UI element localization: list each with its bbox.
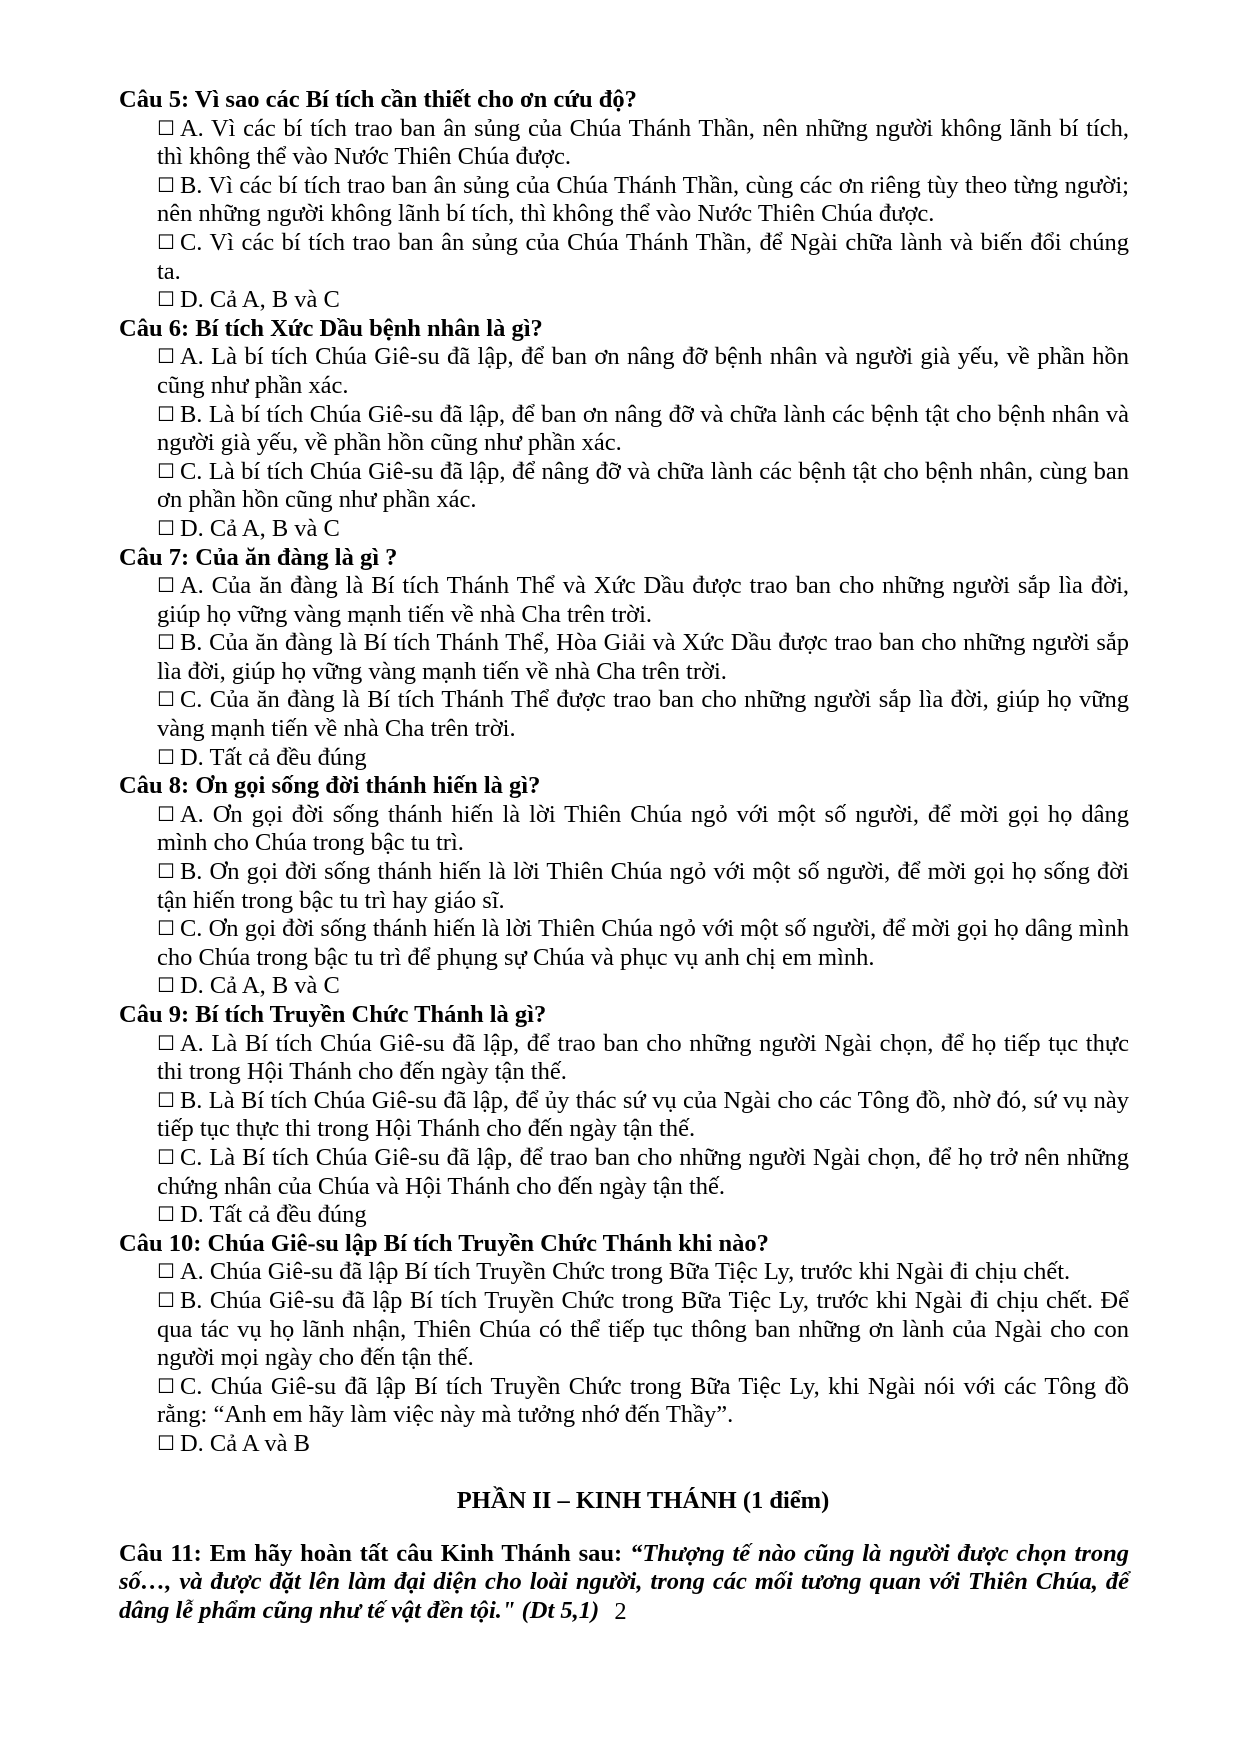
checkbox-icon[interactable]: ☐ bbox=[157, 172, 175, 197]
checkbox-icon[interactable]: ☐ bbox=[157, 1202, 175, 1227]
checkbox-icon[interactable]: ☐ bbox=[157, 515, 175, 540]
question-10 bbox=[119, 1230, 1129, 1459]
question-5 bbox=[119, 86, 1129, 315]
answer-text: A. Là Bí tích Chúa Giê-su đã lập, để trao ban cho những người Ngài chọn, để họ tiếp tục thực thi trong Hội Thánh cho đến ngày tận thế. bbox=[157, 1029, 1129, 1086]
answer-text: B. Của ăn đàng là Bí tích Thánh Thể, Hòa Giải và Xức Dầu được trao ban cho những người sắp lìa đời, giúp họ vững vàng mạnh tiến về nhà Cha trên trời. bbox=[157, 629, 1129, 685]
scripture-quote: “Thượng tế nào cũng là người được chọn trong số…, và được đặt lên làm đại diện cho loài người, trong các mối tương quan với Thiên Chúa, để dâng lễ phẩm cũng như tế vật đền tội." (Dt 5,1) bbox=[119, 1539, 1129, 1624]
answer-option[interactable] bbox=[157, 858, 1129, 915]
answer-option[interactable] bbox=[157, 343, 1129, 400]
answer-option[interactable] bbox=[157, 972, 1129, 1001]
question-title: Câu 10: Chúa Giê-su lập Bí tích Truyền Chức Thánh khi nào? bbox=[119, 1229, 769, 1257]
checkbox-icon[interactable]: ☐ bbox=[157, 287, 175, 312]
answer-option[interactable] bbox=[157, 229, 1129, 286]
question-9 bbox=[119, 1001, 1129, 1230]
answer-option[interactable] bbox=[157, 172, 1129, 229]
answer-text: B. Là bí tích Chúa Giê-su đã lập, để ban ơn nâng đỡ và chữa lành các bệnh tật cho bệnh nhân và người già yếu, về phần hồn cũng như phần xác. bbox=[157, 400, 1129, 457]
question-title: Câu 8: Ơn gọi sống đời thánh hiến là gì? bbox=[119, 772, 541, 800]
answer-text: B. Là Bí tích Chúa Giê-su đã lập, để ủy thác sứ vụ của Ngài cho các Tông đồ, nhờ đó, sứ vụ này tiếp tục thực thi trong Hội Thánh cho đến ngày tận thế. bbox=[157, 1086, 1129, 1143]
answer-option[interactable] bbox=[157, 1373, 1129, 1430]
checkbox-icon[interactable]: ☐ bbox=[157, 1373, 175, 1398]
answer-option[interactable] bbox=[157, 1201, 1129, 1230]
page-number: 2 bbox=[614, 1598, 627, 1625]
answer-text: D. Cả A, B và C bbox=[179, 286, 340, 314]
page-content bbox=[119, 86, 1129, 1650]
answer-text: A. Của ăn đàng là Bí tích Thánh Thể và Xức Dầu được trao ban cho những người sắp lìa đời, giúp họ vững vàng mạnh tiến về nhà Cha trên trời. bbox=[157, 572, 1129, 628]
checkbox-icon[interactable]: ☐ bbox=[157, 229, 175, 254]
checkbox-icon[interactable]: ☐ bbox=[157, 573, 175, 598]
checkbox-icon[interactable]: ☐ bbox=[157, 1287, 175, 1312]
question-title: Câu 9: Bí tích Truyền Chức Thánh là gì? bbox=[119, 1001, 547, 1028]
answer-option[interactable] bbox=[157, 286, 1129, 315]
checkbox-icon[interactable]: ☐ bbox=[157, 1087, 175, 1112]
checkbox-icon[interactable]: ☐ bbox=[157, 687, 175, 712]
answer-option[interactable] bbox=[157, 1087, 1129, 1144]
answer-option[interactable] bbox=[157, 1030, 1129, 1087]
answer-option[interactable] bbox=[157, 1144, 1129, 1201]
answer-text: C. Của ăn đàng là Bí tích Thánh Thể được trao ban cho những người sắp lìa đời, giúp họ vững vàng mạnh tiến về nhà Cha trên trời. bbox=[157, 686, 1129, 743]
checkbox-icon[interactable]: ☐ bbox=[157, 115, 175, 140]
answer-text: D. Cả A và B bbox=[179, 1429, 310, 1457]
answer-option[interactable] bbox=[157, 801, 1129, 858]
checkbox-icon[interactable]: ☐ bbox=[157, 744, 175, 769]
question-7 bbox=[119, 544, 1129, 773]
answer-text: A. Là bí tích Chúa Giê-su đã lập, để ban ơn nâng đỡ bệnh nhân và người già yếu, về phần hồn cũng như phần xác. bbox=[157, 343, 1129, 399]
answer-text: A. Chúa Giê-su đã lập Bí tích Truyền Chức trong Bữa Tiệc Ly, trước khi Ngài đi chịu chết. bbox=[179, 1258, 1071, 1286]
checkbox-icon[interactable]: ☐ bbox=[157, 344, 175, 369]
answer-text: C. Chúa Giê-su đã lập Bí tích Truyền Chức trong Bữa Tiệc Ly, khi Ngài nói với các Tông đồ rằng: “Anh em hãy làm việc này mà tưởng nhớ đến Thầy”. bbox=[157, 1372, 1129, 1429]
answer-text: C. Là Bí tích Chúa Giê-su đã lập, để trao ban cho những người Ngài chọn, để họ trở nên những chứng nhân của Chúa và Hội Thánh cho đến ngày tận thế. bbox=[157, 1143, 1129, 1200]
checkbox-icon[interactable]: ☐ bbox=[157, 801, 175, 826]
answer-text: A. Vì các bí tích trao ban ân sủng của Chúa Thánh Thần, nên những người không lãnh bí tích, thì không thể vào Nước Thiên Chúa được. bbox=[157, 114, 1129, 171]
answer-option[interactable] bbox=[157, 1430, 1129, 1459]
answer-option[interactable] bbox=[157, 458, 1129, 515]
answer-text: C. Ơn gọi đời sống thánh hiến là lời Thiên Chúa ngỏ với một số người, để mời gọi họ dâng mình cho Chúa trong bậc tu trì để phụng sự Chúa và phục vụ anh chị em mình. bbox=[157, 915, 1129, 971]
answer-text: A. Ơn gọi đời sống thánh hiến là lời Thiên Chúa ngỏ với một số người, để mời gọi họ dâng mình cho Chúa trong bậc tu trì. bbox=[157, 800, 1129, 857]
checkbox-icon[interactable]: ☐ bbox=[157, 630, 175, 655]
question-6 bbox=[119, 315, 1129, 544]
checkbox-icon[interactable]: ☐ bbox=[157, 1144, 175, 1169]
answer-text: B. Chúa Giê-su đã lập Bí tích Truyền Chức trong Bữa Tiệc Ly, trước khi Ngài đi chịu chết. Để qua tác vụ họ lãnh nhận, Thiên Chúa có thể tiếp tục thông ban những ơn lành của Ngài cho con người mọi ngày cho đến tận thế. bbox=[157, 1286, 1129, 1372]
answer-option[interactable] bbox=[157, 629, 1129, 686]
answer-option[interactable] bbox=[157, 515, 1129, 544]
question-8 bbox=[119, 772, 1129, 1001]
checkbox-icon[interactable]: ☐ bbox=[157, 1030, 175, 1055]
checkbox-icon[interactable]: ☐ bbox=[157, 458, 175, 483]
answer-option[interactable] bbox=[157, 686, 1129, 743]
checkbox-icon[interactable]: ☐ bbox=[157, 401, 175, 426]
answer-text: D. Cả A, B và C bbox=[179, 514, 340, 542]
checkbox-icon[interactable]: ☐ bbox=[157, 1430, 175, 1455]
checkbox-icon[interactable]: ☐ bbox=[157, 916, 175, 941]
answer-option[interactable] bbox=[157, 744, 1129, 773]
answer-text: D. Tất cả đều đúng bbox=[179, 1201, 367, 1229]
answer-text: D. Tất cả đều đúng bbox=[179, 743, 367, 771]
answer-option[interactable] bbox=[157, 1258, 1129, 1287]
checkbox-icon[interactable]: ☐ bbox=[157, 973, 175, 998]
answer-text: C. Là bí tích Chúa Giê-su đã lập, để nâng đỡ và chữa lành các bệnh tật cho bệnh nhân, cùng ban ơn phần hồn cũng như phần xác. bbox=[157, 457, 1129, 514]
answer-text: B. Ơn gọi đời sống thánh hiến là lời Thiên Chúa ngỏ với một số người, để mời gọi họ sống đời tận hiến trong bậc tu trì hay giáo sĩ. bbox=[157, 858, 1129, 914]
answer-option[interactable] bbox=[157, 915, 1129, 972]
checkbox-icon[interactable]: ☐ bbox=[157, 1259, 175, 1284]
answer-option[interactable] bbox=[157, 572, 1129, 629]
question-title: Câu 6: Bí tích Xức Dầu bệnh nhân là gì? bbox=[119, 314, 543, 342]
answer-option[interactable] bbox=[157, 401, 1129, 458]
answer-text: B. Vì các bí tích trao ban ân sủng của Chúa Thánh Thần, cùng các ơn riêng tùy theo từng người; nên những người không lãnh bí tích, thì không thể vào Nước Thiên Chúa được. bbox=[157, 171, 1129, 228]
question-title: Câu 7: Của ăn đàng là gì ? bbox=[119, 543, 398, 571]
checkbox-icon[interactable]: ☐ bbox=[157, 859, 175, 884]
question-title: Câu 5: Vì sao các Bí tích cần thiết cho ơn cứu độ? bbox=[119, 86, 637, 113]
answer-option[interactable] bbox=[157, 1287, 1129, 1373]
answer-text: C. Vì các bí tích trao ban ân sủng của Chúa Thánh Thần, để Ngài chữa lành và biến đổi chúng ta. bbox=[157, 228, 1129, 285]
answer-option[interactable] bbox=[157, 115, 1129, 172]
question-title: Câu 11: Em hãy hoàn tất câu Kinh Thánh sau: bbox=[119, 1539, 631, 1567]
answer-text: D. Cả A, B và C bbox=[179, 972, 340, 1000]
section-heading: PHẦN II – KINH THÁNH (1 điểm) bbox=[456, 1486, 830, 1514]
